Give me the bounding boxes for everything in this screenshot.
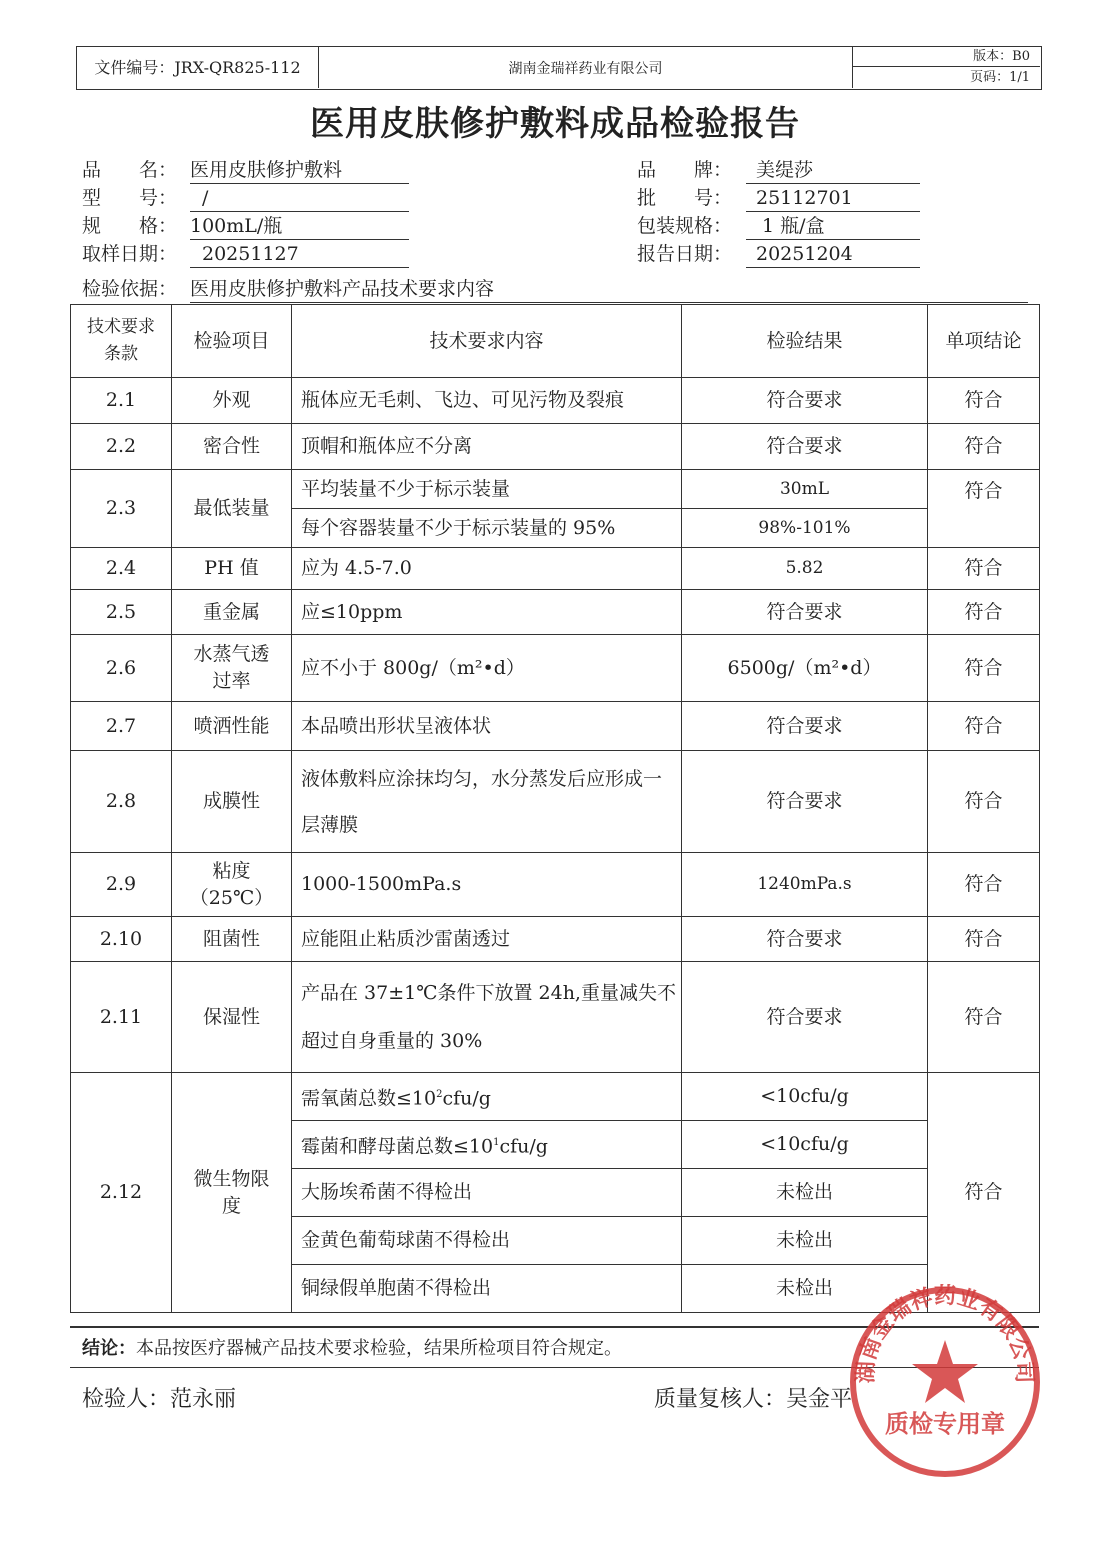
item-cell: 重金属 bbox=[172, 590, 292, 635]
report-title: 医用皮肤修护敷料成品检验报告 bbox=[310, 104, 800, 144]
seal-inner-text: 质检专用章 bbox=[885, 1410, 1005, 1438]
requirement-cell: 金黄色葡萄球菌不得检出 bbox=[292, 1217, 682, 1265]
seal-star-icon bbox=[912, 1340, 978, 1403]
result-cell: 98%-101% bbox=[682, 509, 928, 548]
result-cell: 符合要求 bbox=[682, 962, 928, 1073]
report-date: 20251204 bbox=[746, 241, 920, 268]
header-conclusion: 单项结论 bbox=[928, 305, 1040, 378]
item-cell: 保湿性 bbox=[172, 962, 292, 1073]
spec-row bbox=[82, 213, 409, 239]
item-cell: PH 值 bbox=[172, 548, 292, 590]
report-date-label: 报告日期： bbox=[637, 243, 733, 265]
item-cell: 密合性 bbox=[172, 424, 292, 470]
batch-label: 批 号： bbox=[637, 187, 733, 209]
clause-cell: 2.10 bbox=[71, 917, 172, 962]
spec-label: 规 格： bbox=[82, 215, 178, 237]
sample-date: 20251127 bbox=[190, 241, 409, 268]
table-row bbox=[71, 1073, 1040, 1121]
table-row bbox=[71, 853, 1040, 917]
result-cell: 1240mPa.s bbox=[682, 853, 928, 917]
document-header bbox=[76, 46, 1042, 90]
clause-cell: 2.2 bbox=[71, 424, 172, 470]
conclusion-cell: 符合 bbox=[928, 962, 1040, 1073]
item-cell: 水蒸气透过率 bbox=[172, 635, 292, 702]
product-name: 医用皮肤修护敷料 bbox=[190, 157, 409, 184]
clause-cell: 2.11 bbox=[71, 962, 172, 1073]
report-date-row bbox=[637, 241, 920, 267]
conclusion-text: 本品按医疗器械产品技术要求检验，结果所检项目符合规定。 bbox=[136, 1338, 622, 1359]
conclusion-cell: 符合 bbox=[928, 917, 1040, 962]
result-cell: <10cfu/g bbox=[682, 1073, 928, 1121]
conclusion-cell: 符合 bbox=[928, 751, 1040, 853]
batch-row bbox=[637, 185, 920, 211]
table-row bbox=[71, 702, 1040, 751]
company-seal bbox=[845, 1282, 1045, 1482]
result-cell: 未检出 bbox=[682, 1217, 928, 1265]
clause-cell: 2.7 bbox=[71, 702, 172, 751]
header-requirement: 技术要求内容 bbox=[292, 305, 682, 378]
batch: 25112701 bbox=[746, 185, 920, 212]
conclusion-cell: 符合 bbox=[928, 424, 1040, 470]
header-item: 检验项目 bbox=[172, 305, 292, 378]
result-cell: 符合要求 bbox=[682, 917, 928, 962]
conclusion-cell: 符合 bbox=[928, 590, 1040, 635]
requirement-cell: 应≤10ppm bbox=[292, 590, 682, 635]
conclusion-cell: 符合 bbox=[928, 853, 1040, 917]
conclusion-cell: 符合 bbox=[928, 470, 1040, 548]
version: 版本：B0 bbox=[853, 47, 1040, 67]
requirement-cell: 每个容器装量不少于标示装量的 95% bbox=[292, 509, 682, 548]
brand-label: 品 牌： bbox=[637, 159, 733, 181]
item-cell: 阻菌性 bbox=[172, 917, 292, 962]
item-cell: 外观 bbox=[172, 378, 292, 424]
result-cell: 30mL bbox=[682, 470, 928, 509]
product-name-row bbox=[82, 157, 409, 183]
item-cell: 微生物限度 bbox=[172, 1073, 292, 1313]
conclusion-cell: 符合 bbox=[928, 378, 1040, 424]
model-label: 型 号： bbox=[82, 187, 178, 209]
requirement-cell: 应能阻止粘质沙雷菌透过 bbox=[292, 917, 682, 962]
product-name-label: 品 名： bbox=[82, 159, 178, 181]
result-cell: 符合要求 bbox=[682, 378, 928, 424]
table-row bbox=[71, 917, 1040, 962]
inspection-table bbox=[70, 304, 1040, 1313]
result-cell: 6500g/（m²•d） bbox=[682, 635, 928, 702]
result-cell: 未检出 bbox=[682, 1169, 928, 1217]
table-row bbox=[71, 751, 1040, 853]
requirement-cell: 应为 4.5-7.0 bbox=[292, 548, 682, 590]
table-row bbox=[71, 470, 1040, 509]
requirement-cell: 铜绿假单胞菌不得检出 bbox=[292, 1265, 682, 1313]
table-header-row bbox=[71, 305, 1040, 378]
table-row bbox=[71, 635, 1040, 702]
basis-row bbox=[82, 276, 1028, 302]
pack-label: 包装规格： bbox=[637, 215, 733, 237]
page-number: 页码：1/1 bbox=[970, 70, 1030, 85]
model: / bbox=[190, 185, 409, 212]
clause-cell: 2.1 bbox=[71, 378, 172, 424]
table-row bbox=[71, 962, 1040, 1073]
basis-label: 检验依据： bbox=[82, 278, 178, 300]
brand-row bbox=[637, 157, 920, 183]
requirement-cell: 大肠埃希菌不得检出 bbox=[292, 1169, 682, 1217]
pack-row bbox=[637, 213, 920, 239]
sample-date-label: 取样日期： bbox=[82, 243, 178, 265]
doc-number: 文件编号：JRX-QR825-112 bbox=[77, 47, 319, 88]
spec: 100mL/瓶 bbox=[190, 213, 409, 240]
table-row bbox=[71, 548, 1040, 590]
model-row bbox=[82, 185, 409, 211]
result-cell: 符合要求 bbox=[682, 751, 928, 853]
result-cell: 符合要求 bbox=[682, 424, 928, 470]
requirement-cell: 本品喷出形状呈液体状 bbox=[292, 702, 682, 751]
requirement-cell: 液体敷料应涂抹均匀，水分蒸发后应形成一层薄膜 bbox=[292, 751, 682, 853]
brand: 美缇莎 bbox=[746, 157, 920, 184]
seal-outer-text: 湖南金瑞祥药业有限公司 bbox=[853, 1284, 1037, 1384]
result-cell: 符合要求 bbox=[682, 702, 928, 751]
requirement-cell: 应不小于 800g/（m²•d） bbox=[292, 635, 682, 702]
clause-cell: 2.12 bbox=[71, 1073, 172, 1313]
clause-cell: 2.6 bbox=[71, 635, 172, 702]
item-cell: 粘度（25℃） bbox=[172, 853, 292, 917]
requirement-cell: 1000-1500mPa.s bbox=[292, 853, 682, 917]
inspector-signature: 检验人：范永丽 bbox=[82, 1387, 237, 1412]
requirement-cell: 产品在 37±1℃条件下放置 24h,重量减失不超过自身重量的 30% bbox=[292, 962, 682, 1073]
pack: 1 瓶/盒 bbox=[746, 213, 920, 240]
requirement-cell: 霉菌和酵母菌总数$\le 10^1cfu/g$ bbox=[292, 1121, 682, 1169]
result-cell: 5.82 bbox=[682, 548, 928, 590]
table-row bbox=[71, 590, 1040, 635]
requirement-cell: 平均装量不少于标示装量 bbox=[292, 470, 682, 509]
conclusion-cell: 符合 bbox=[928, 1073, 1040, 1313]
conclusion-cell: 符合 bbox=[928, 702, 1040, 751]
requirement-cell: 需氧菌总数$\le 10^2cfu/g$ bbox=[292, 1073, 682, 1121]
header-clause: 技术要求条款 bbox=[71, 305, 172, 378]
requirement-cell: 顶帽和瓶体应不分离 bbox=[292, 424, 682, 470]
sample-date-row bbox=[82, 241, 409, 267]
conclusion-cell: 符合 bbox=[928, 548, 1040, 590]
conclusion-cell: 符合 bbox=[928, 635, 1040, 702]
basis: 医用皮肤修护敷料产品技术要求内容 bbox=[190, 276, 1028, 303]
header-result: 检验结果 bbox=[682, 305, 928, 378]
reviewer-signature: 质量复核人：吴金平 bbox=[654, 1387, 853, 1412]
clause-cell: 2.5 bbox=[71, 590, 172, 635]
item-cell: 成膜性 bbox=[172, 751, 292, 853]
company-name: 湖南金瑞祥药业有限公司 bbox=[319, 47, 853, 88]
table-row bbox=[71, 424, 1040, 470]
clause-cell: 2.9 bbox=[71, 853, 172, 917]
result-cell: <10cfu/g bbox=[682, 1121, 928, 1169]
clause-cell: 2.4 bbox=[71, 548, 172, 590]
clause-cell: 2.8 bbox=[71, 751, 172, 853]
requirement-cell: 瓶体应无毛刺、飞边、可见污物及裂痕 bbox=[292, 378, 682, 424]
table-row bbox=[71, 378, 1040, 424]
item-cell: 最低装量 bbox=[172, 470, 292, 548]
item-cell: 喷洒性能 bbox=[172, 702, 292, 751]
conclusion-label: 结论： bbox=[82, 1338, 136, 1359]
result-cell: 符合要求 bbox=[682, 590, 928, 635]
clause-cell: 2.3 bbox=[71, 470, 172, 548]
result-cell: 未检出 bbox=[682, 1265, 928, 1313]
